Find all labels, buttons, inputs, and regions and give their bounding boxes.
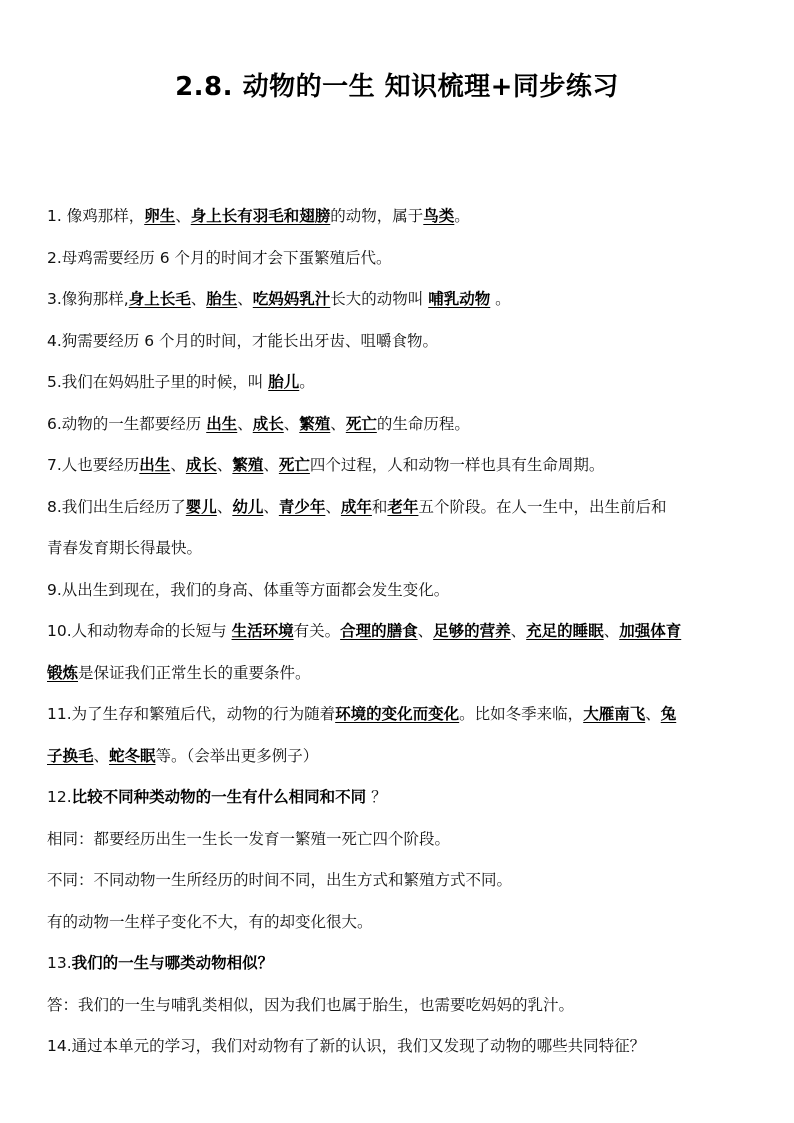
bold-text: 我们的一生与哪类动物相似？ [71, 954, 274, 972]
answer-text: 子换毛 [47, 746, 94, 765]
answer-text: 繁殖 [232, 456, 264, 474]
plain-text: 有的动物一生样子变化不大，有的却变化很大。 [47, 912, 373, 931]
text-line [47, 781, 747, 823]
text-line [47, 698, 747, 740]
text-line [47, 325, 747, 367]
plain-text: 、 [93, 746, 110, 765]
text-line [47, 823, 747, 865]
plain-text: 、 [237, 414, 253, 433]
plain-text: 不同：不同动物一生所经历的时间不同，出生方式和繁殖方式不同。 [47, 871, 513, 889]
plain-text: 、 [263, 497, 279, 516]
plain-text: 8.我们出生后经历了 [47, 497, 186, 516]
plain-text: 、 [216, 456, 233, 474]
plain-text: 6.动物的一生都要经历 [47, 414, 207, 433]
plain-text: 、 [325, 497, 341, 516]
text-line [47, 947, 747, 989]
plain-text: 。比如冬季来临， [459, 705, 584, 723]
text-line [47, 491, 747, 533]
answer-text: 锻炼 [47, 663, 79, 682]
text-line [47, 366, 747, 408]
plain-text: 相同：都要经历出生一生长一发育一繁殖一死亡四个阶段。 [47, 829, 451, 848]
answer-text: 青少年 [278, 497, 326, 516]
answer-text: 婴儿 [185, 497, 217, 516]
answer-text: 合理的膳食 [340, 622, 418, 640]
plain-text: 10.人和动物寿命的长短与 [47, 622, 232, 640]
answer-text: 大雁南飞 [583, 705, 646, 723]
plain-text: 、 [645, 705, 661, 723]
answer-text: 身上长毛 [128, 290, 191, 308]
plain-text: 5.我们在妈妈肚子里的时候，叫 [47, 373, 269, 391]
answer-text: 哺乳动物 [428, 290, 491, 308]
answer-text: 死亡 [278, 456, 310, 474]
text-line [47, 615, 747, 657]
plain-text: 是保证我们正常生长的重要条件。 [78, 663, 311, 682]
plain-text: ？ [366, 788, 387, 806]
plain-text: 答：我们的一生与哺乳类相似，因为我们也属于胎生，也需要吃妈妈的乳汁。 [47, 995, 575, 1014]
plain-text: 13. [47, 954, 72, 972]
answer-text: 充足的睡眠 [526, 622, 604, 640]
plain-text: 。 [490, 290, 511, 308]
plain-text: 。 [299, 373, 315, 391]
answer-text: 足够的营养 [433, 622, 511, 640]
plain-text: 7.人也要经历 [47, 456, 140, 474]
answer-text: 兔 [660, 705, 677, 723]
plain-text: 的生命历程。 [376, 414, 470, 433]
text-line [47, 283, 747, 325]
plain-text: 1. 像鸡那样， [47, 207, 145, 225]
plain-text: 、 [216, 497, 233, 516]
text-line [47, 989, 747, 1031]
answer-text: 死亡 [345, 414, 377, 433]
document-body [47, 200, 747, 1072]
plain-text: 、 [330, 414, 346, 433]
answer-text: 繁殖 [299, 414, 331, 433]
text-line [47, 242, 747, 284]
plain-text: 的动物，属于 [330, 207, 424, 225]
text-line [47, 200, 747, 242]
answer-text: 成年 [340, 497, 372, 516]
plain-text: 青春发育期长得最快。 [47, 539, 203, 557]
plain-text: 11.为了生存和繁殖后代，动物的行为随着 [47, 705, 336, 723]
answer-text: 环境的变化而变化 [335, 705, 460, 723]
answer-text: 生活环境 [231, 622, 294, 640]
text-line [47, 740, 747, 782]
document-title: 2.8. 动物的一生 知识梳理+同步练习 [175, 72, 619, 102]
answer-text: 卵生 [144, 207, 176, 225]
text-line [47, 657, 747, 699]
plain-text: 、 [510, 622, 527, 640]
plain-text: 和 [371, 497, 388, 516]
text-line [47, 532, 747, 574]
text-line [47, 574, 747, 616]
plain-text: 有关。 [293, 622, 341, 640]
plain-text: 4.狗需要经历 6 个月的时间，才能长出牙齿、咀嚼食物。 [47, 331, 439, 350]
plain-text: 、 [263, 456, 279, 474]
text-line [47, 864, 747, 906]
answer-text: 胎生 [206, 290, 238, 308]
answer-text: 出生 [139, 456, 171, 474]
plain-text: 、 [170, 456, 186, 474]
answer-text: 加强体育 [619, 622, 682, 640]
text-line [47, 906, 747, 948]
plain-text: 、 [190, 290, 207, 308]
plain-text: 、 [417, 622, 434, 640]
plain-text: 四个过程，人和动物一样也具有生命周期。 [309, 456, 605, 474]
answer-text: 老年 [387, 497, 419, 516]
plain-text: 14.通过本单元的学习，我们对动物有了新的认识，我们又发现了动物的哪些共同特征？ [47, 1037, 646, 1055]
plain-text: 、 [175, 207, 191, 225]
text-line [47, 1030, 747, 1072]
text-line [47, 408, 747, 450]
answer-text: 蛇冬眠 [109, 746, 156, 765]
answer-text: 吃妈妈乳汁 [252, 290, 331, 308]
plain-text: 9.从出生到现在，我们的身高、体重等方面都会发生变化。 [47, 580, 450, 599]
answer-text: 身上长有羽毛和翅膀 [190, 207, 331, 225]
plain-text: 2.母鸡需要经历 6 个月的时间才会下蛋繁殖后代。 [47, 248, 392, 267]
plain-text: 、 [237, 290, 253, 308]
answer-text: 胎儿 [268, 373, 300, 391]
plain-text: 长大的动物叫 [330, 290, 429, 308]
plain-text: 、 [603, 622, 620, 640]
plain-text: 3.像狗那样, [47, 290, 129, 308]
bold-text: 比较不同种类动物的一生有什么相同和不同 [71, 788, 367, 806]
answer-text: 幼儿 [232, 497, 264, 516]
plain-text: 。 [454, 207, 470, 225]
answer-text: 鸟类 [423, 207, 455, 225]
answer-text: 出生 [206, 414, 238, 433]
plain-text: 12. [47, 788, 72, 806]
answer-text: 成长 [185, 456, 217, 474]
answer-text: 成长 [252, 414, 284, 433]
text-line [47, 449, 747, 491]
plain-text: 五个阶段。在人一生中，出生前后和 [418, 497, 667, 516]
plain-text: 、 [283, 414, 300, 433]
plain-text: 等。（会举出更多例子） [155, 746, 319, 765]
